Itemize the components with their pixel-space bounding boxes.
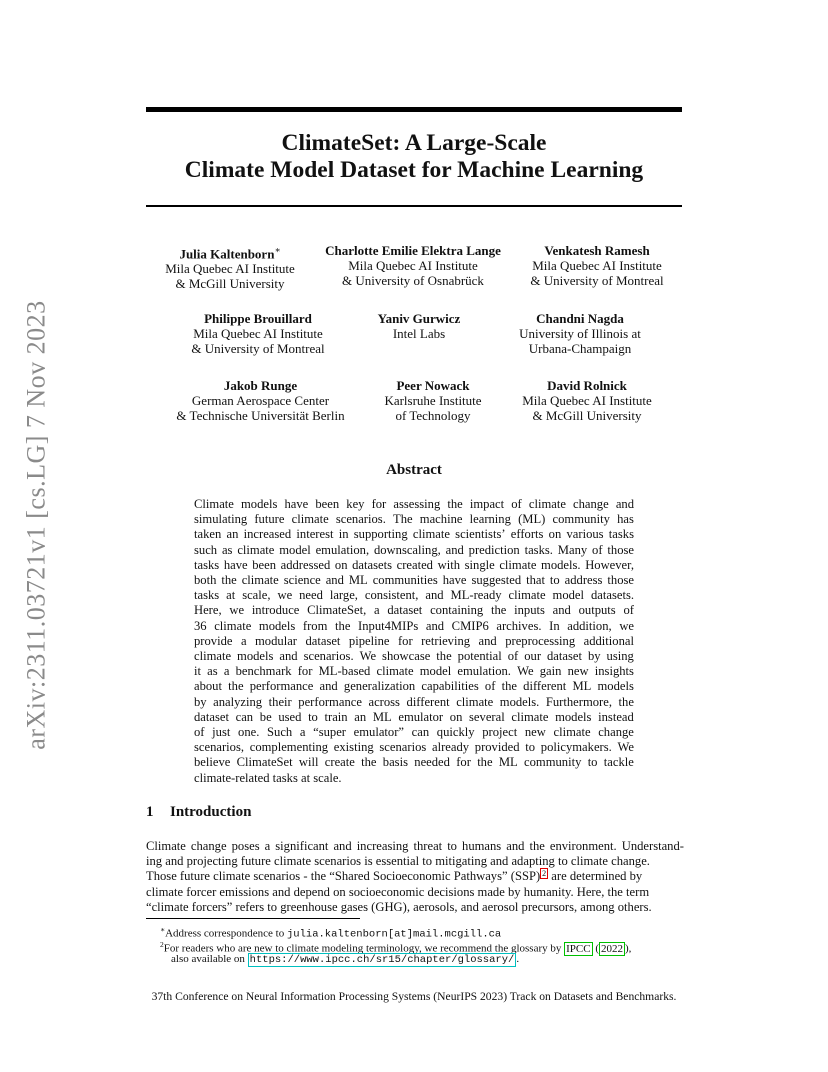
title-top-rule bbox=[146, 107, 682, 112]
abstract-line: scenarios, complementing existing scenarios already provided to policymakers. We bbox=[194, 740, 634, 755]
author-affiliation: Karlsruhe Institute bbox=[384, 393, 482, 408]
author-block bbox=[507, 378, 667, 423]
author-name: Chandni Nagda bbox=[536, 311, 624, 326]
glossary-url-link[interactable]: https://www.ipcc.ch/sr15/chapter/glossary/ bbox=[249, 954, 515, 966]
footnote-mark: 2 bbox=[160, 940, 164, 949]
citation-year-link[interactable]: 2022 bbox=[601, 942, 624, 955]
author-block bbox=[373, 378, 493, 423]
abstract-line: climate models and scenarios. We showcase the potential of our dataset by using bbox=[194, 649, 634, 664]
abstract-body bbox=[194, 497, 634, 786]
paragraph-line: “climate forcers” refers to greenhouse gases (GHG), aerosols, and aerosol precursors, among others. bbox=[146, 899, 652, 914]
author-name: Julia Kaltenborn bbox=[179, 246, 275, 262]
author-affiliation: of Technology bbox=[395, 408, 471, 423]
author-affiliation: & McGill University bbox=[532, 408, 642, 423]
author-block bbox=[364, 311, 474, 341]
author-name: Venkatesh Ramesh bbox=[544, 243, 650, 258]
email-address: julia.kaltenborn[at]mail.mcgill.ca bbox=[287, 928, 502, 941]
footnote-mark: ∗ bbox=[160, 925, 166, 934]
author-affiliation: & University of Montreal bbox=[191, 341, 325, 356]
author-block bbox=[517, 243, 677, 288]
abstract-line: believe ClimateSet will create the basis needed for the ML community to tackle bbox=[194, 755, 634, 770]
title-bottom-rule bbox=[146, 205, 682, 207]
author-block bbox=[168, 378, 353, 423]
author-block bbox=[500, 311, 660, 356]
section-heading bbox=[146, 804, 251, 821]
author-name: David Rolnick bbox=[547, 378, 627, 393]
author-block bbox=[313, 243, 513, 288]
paragraph-line: Climate change poses a significant and increasing threat to humans and the environment. Understand- bbox=[146, 839, 684, 853]
footnote-2-continued: also available on https://www.ipcc.ch/sr15/chapter/glossary/ . bbox=[171, 953, 520, 966]
author-affiliation: & Technische Universität Berlin bbox=[176, 408, 345, 423]
introduction-paragraph bbox=[146, 839, 684, 915]
author-affiliation: University of Illinois at bbox=[519, 326, 641, 341]
paragraph-line: climate forcer emissions and depend on socioeconomic decisions made by humanity. Here, the term bbox=[146, 884, 650, 899]
author-affiliation: Mila Quebec AI Institute bbox=[348, 258, 478, 273]
author-affiliation: Mila Quebec AI Institute bbox=[522, 393, 652, 408]
author-affiliation: Mila Quebec AI Institute bbox=[193, 326, 323, 341]
author-name: Philippe Brouillard bbox=[204, 311, 312, 326]
author-name: Charlotte Emilie Elektra Lange bbox=[325, 243, 501, 258]
arxiv-identifier-stamp bbox=[16, 290, 58, 760]
arxiv-identifier-text: arXiv:2311.03721v1 [cs.LG] 7 Nov 2023 bbox=[22, 300, 51, 750]
section-number: 1 bbox=[146, 804, 154, 820]
author-affiliation: Urbana-Champaign bbox=[528, 341, 632, 356]
paragraph-line: ing and projecting future climate scenarios is essential to mitigating and adapting to climate change. bbox=[146, 854, 650, 869]
author-name: Yaniv Gurwicz bbox=[377, 311, 461, 326]
abstract-line: simulating future climate scenarios. The machine learning (ML) community has bbox=[194, 512, 634, 527]
author-affiliation: German Aerospace Center bbox=[191, 393, 330, 408]
abstract-line: taken an increased interest in supporting climate scientists’ efforts on various tasks bbox=[194, 527, 634, 542]
abstract-line: such as climate model emulation, downscaling, and prediction tasks. Many of those bbox=[194, 542, 634, 557]
author-affiliation: & McGill University bbox=[175, 276, 285, 292]
citation-link[interactable]: IPCC bbox=[566, 942, 591, 955]
author-affiliation: & University of Montreal bbox=[530, 273, 664, 288]
abstract-line: tasks at scale, we need large, consistent, and ML-ready climate model datasets. bbox=[194, 588, 634, 603]
conference-footer: 37th Conference on Neural Information Processing Systems (NeurIPS 2023) Track on Datasets and Benchmarks. bbox=[151, 990, 677, 1003]
abstract-line: by analyzing their performance across different climate models. Furthermore, the bbox=[194, 694, 634, 709]
author-affiliation: Mila Quebec AI Institute bbox=[532, 258, 662, 273]
abstract-line: climate-related tasks at scale. bbox=[194, 770, 342, 785]
author-footnote-mark: ∗ bbox=[274, 245, 281, 255]
author-affiliation: Mila Quebec AI Institute bbox=[165, 261, 295, 277]
paragraph-line: Those future climate scenarios - the “Shared Socioeconomic Pathways” (SSP) $^2$ are determined by bbox=[146, 869, 643, 884]
author-affiliation: & University of Osnabrück bbox=[342, 273, 484, 288]
author-name: Jakob Runge bbox=[223, 378, 298, 393]
abstract-line: provide a modular dataset pipeline for retrieving and preprocessing additional bbox=[194, 633, 634, 648]
author-block bbox=[150, 243, 310, 291]
abstract-line: of just one. Such a “super emulator” can quickly project new climate change bbox=[194, 725, 634, 740]
author-affiliation: Intel Labs bbox=[392, 326, 446, 341]
footnote-1: ∗Address correspondence to julia.kaltenborn[at]mail.mcgill.ca bbox=[160, 925, 502, 941]
abstract-line: dataset can be used to train an ML emulator on several climate models instead bbox=[194, 709, 634, 724]
abstract-line: tasks have been addressed on datasets created with single climate models. However, bbox=[194, 557, 634, 572]
abstract-line: both the climate science and ML communities have suggested that to address those bbox=[194, 573, 634, 588]
abstract-heading: Abstract bbox=[386, 462, 442, 478]
abstract-line: 36 climate models from the Input4MIPs and CMIP6 archives. In addition, we bbox=[194, 618, 634, 633]
title-line-2: Climate Model Dataset for Machine Learning bbox=[184, 157, 644, 183]
abstract-line: Climate models have been key for assessing the impact of climate change and bbox=[194, 497, 634, 511]
title-line-1: ClimateSet: A Large-Scale bbox=[281, 130, 547, 156]
footnote-2: $^2$For readers who are new to climate modeling terminology, we recommend the glossary by IPCC ( 2022 ), bbox=[160, 940, 632, 955]
abstract-line: it as a benchmark for ML-based climate model emulation. We gain new insights bbox=[194, 664, 634, 679]
section-title: Introduction bbox=[170, 804, 252, 820]
author-name: Peer Nowack bbox=[396, 378, 470, 393]
footnote-2-link[interactable]: 2 bbox=[542, 869, 547, 879]
abstract-line: Here, we introduce ClimateSet, a dataset containing the inputs and outputs of bbox=[194, 603, 634, 618]
author-block bbox=[178, 311, 338, 356]
footnote-separator bbox=[146, 918, 360, 919]
abstract-line: about the performance and generalization capabilities of the different ML models bbox=[194, 679, 634, 694]
paper-title bbox=[146, 130, 682, 184]
